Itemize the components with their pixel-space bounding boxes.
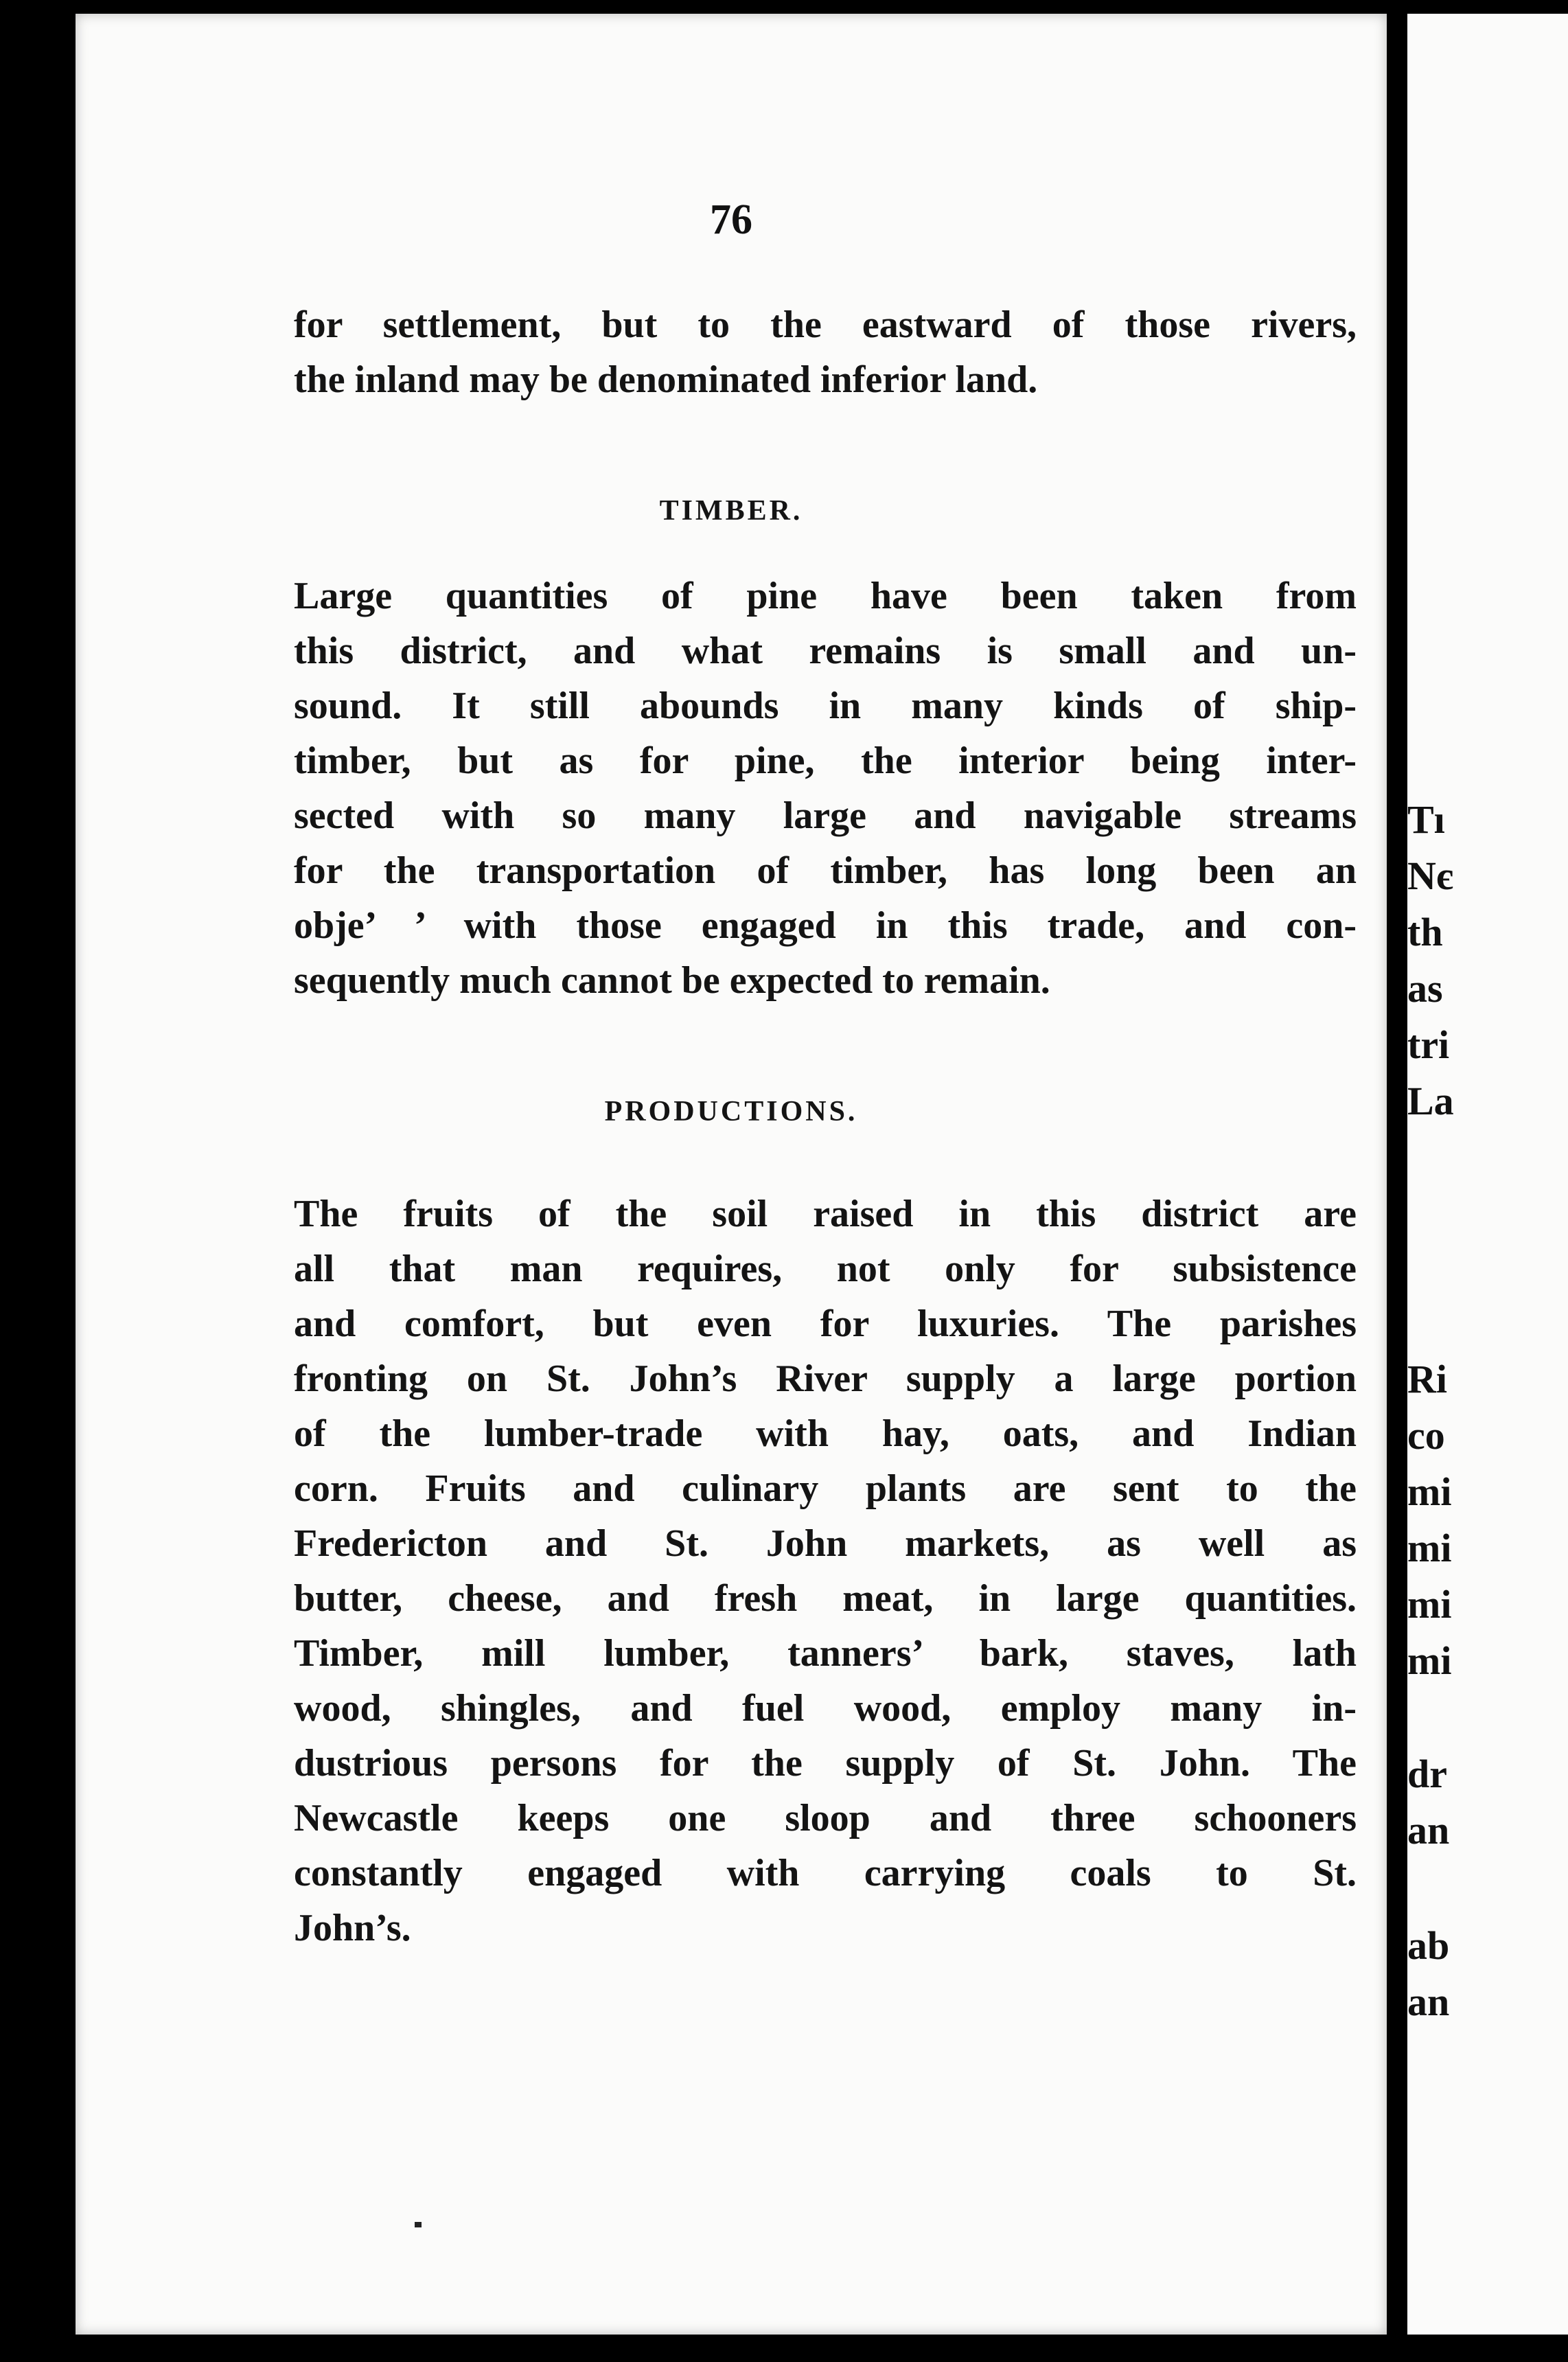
body-line: wood, shingles, and fuel wood, employ many in-: [294, 1687, 1357, 1730]
body-line: and comfort, but even for luxuries. The parishes: [294, 1303, 1357, 1345]
body-line: John’s.: [294, 1907, 411, 1949]
facing-fragment: as: [1407, 966, 1443, 1011]
body-line: Timber, mill lumber, tanners’ bark, staves, lath: [294, 1632, 1357, 1675]
facing-fragment: Ri: [1407, 1357, 1447, 1401]
facing-fragment: co: [1407, 1413, 1445, 1458]
body-line: of the lumber-trade with hay, oats, and Indian: [294, 1412, 1357, 1455]
body-line: constantly engaged with carrying coals to St.: [294, 1852, 1357, 1894]
body-line: sound. It still abounds in many kinds of ship-: [294, 685, 1357, 727]
body-line: Large quantities of pine have been taken from: [294, 575, 1357, 617]
facing-fragment: ab: [1407, 1923, 1450, 1968]
facing-fragment: th: [1407, 910, 1443, 954]
facing-fragment: mi: [1407, 1526, 1452, 1570]
facing-fragment: mi: [1407, 1469, 1452, 1514]
section-heading-timber: TIMBER.: [659, 495, 803, 527]
facing-fragment: mi: [1407, 1582, 1452, 1627]
body-line: Newcastle keeps one sloop and three schooners: [294, 1797, 1357, 1839]
body-line: sected with so many large and navigable streams: [294, 794, 1357, 837]
section-heading-productions: PRODUCTIONS.: [604, 1096, 858, 1127]
facing-fragment: an: [1407, 1980, 1450, 2024]
body-line: for the transportation of timber, has long been an: [294, 849, 1357, 892]
facing-fragment: dr: [1407, 1752, 1447, 1796]
book-page: [76, 14, 1387, 2335]
body-line: sequently much cannot be expected to remain.: [294, 959, 1050, 1002]
facing-fragment: La: [1407, 1079, 1454, 1123]
facing-fragment: mi: [1407, 1638, 1452, 1683]
facing-fragment: Nє: [1407, 853, 1453, 898]
printer-mark: [415, 2222, 422, 2227]
body-line: dustrious persons for the supply of St. John. The: [294, 1742, 1357, 1785]
page-number: 76: [710, 196, 752, 243]
body-line: timber, but as for pine, the interior being inter-: [294, 739, 1357, 782]
body-line: butter, cheese, and fresh meat, in large quantities.: [294, 1577, 1357, 1620]
body-line: this district, and what remains is small and un-: [294, 630, 1357, 672]
facing-page-edge: [1407, 14, 1568, 2335]
body-line: all that man requires, not only for subsistence: [294, 1248, 1357, 1290]
body-line: corn. Fruits and culinary plants are sent to the: [294, 1467, 1357, 1510]
facing-fragment: tri: [1407, 1022, 1450, 1067]
body-line: the inland may be denominated inferior land.: [294, 358, 1038, 401]
body-line: obje’ ’ with those engaged in this trade, and con-: [294, 904, 1357, 947]
facing-fragment: Tı: [1407, 797, 1445, 842]
body-line: The fruits of the soil raised in this district are: [294, 1193, 1357, 1235]
facing-fragment: an: [1407, 1808, 1450, 1853]
body-line: fronting on St. John’s River supply a large portion: [294, 1357, 1357, 1400]
body-line: for settlement, but to the eastward of those rivers,: [294, 303, 1357, 346]
body-line: Fredericton and St. John markets, as well as: [294, 1522, 1357, 1565]
